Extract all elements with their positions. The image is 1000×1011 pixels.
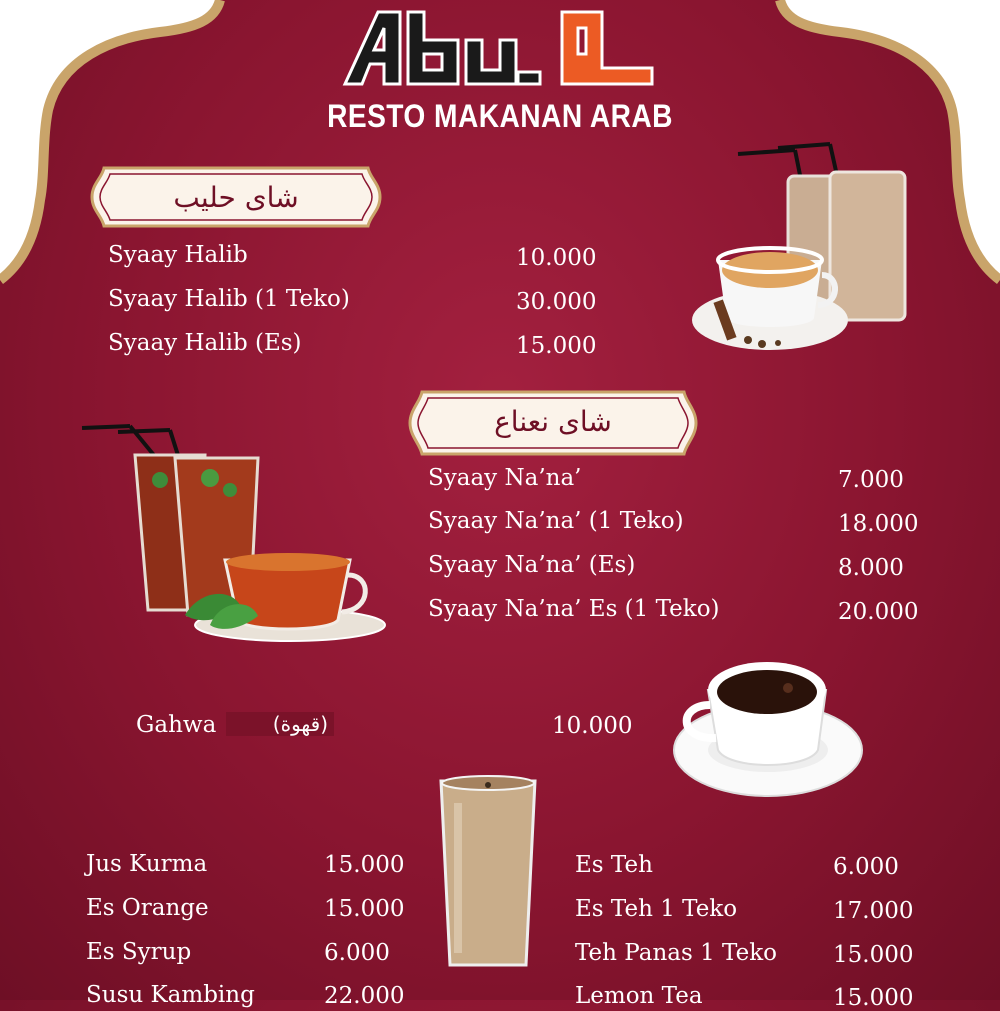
menu-item-name: Teh Panas 1 Teko	[575, 940, 777, 966]
menu-item-price: 17.000	[833, 898, 914, 924]
menu-item-name: Syaay Na’na’ Es (1 Teko)	[428, 596, 720, 622]
brand-subtitle: RESTO MAKANAN ARAB	[327, 98, 673, 134]
menu-item-price: 15.000	[833, 942, 914, 968]
menu-item-price: 15.000	[324, 852, 405, 878]
section-title-ar: شاى نعناع	[494, 404, 612, 438]
date-juice-photo	[438, 773, 538, 973]
menu-item-name: Syaay Na’na’	[428, 465, 582, 491]
menu-item-name: Es Teh 1 Teko	[575, 896, 738, 922]
menu-item-price: 15.000	[324, 896, 405, 922]
section-banner-milk-tea	[90, 166, 382, 228]
menu-item-price: 8.000	[838, 555, 904, 581]
menu-item-name: Syaay Halib (Es)	[108, 330, 302, 356]
menu-item-name: Es Syrup	[86, 939, 192, 965]
menu-item-name: Susu Kambing	[86, 982, 255, 1008]
menu-item-name: Syaay Na’na’ (1 Teko)	[428, 508, 684, 534]
menu-item-name: Es Orange	[86, 895, 209, 921]
gahwa-name: Gahwa	[136, 712, 217, 738]
menu-item-price: 22.000	[324, 983, 405, 1009]
menu-item-price: 15.000	[516, 333, 597, 359]
menu-item-name: Lemon Tea	[575, 983, 703, 1009]
menu-item-price: 15.000	[833, 985, 914, 1011]
menu-item-price: 10.000	[516, 245, 597, 271]
brand-logo	[340, 2, 660, 88]
menu-item-name: Es Teh	[575, 852, 653, 878]
section-title-ar: شاى حليب	[173, 180, 299, 214]
menu-item-price: 7.000	[838, 467, 904, 493]
menu-item-price: 20.000	[838, 599, 919, 625]
menu-item-price: 6.000	[833, 854, 899, 880]
mint-tea-photo	[80, 420, 390, 645]
menu-item-name: Syaay Halib (1 Teko)	[108, 286, 350, 312]
gahwa-name-ar: (قهوة)	[226, 712, 334, 736]
menu-item-name: Syaay Na’na’ (Es)	[428, 552, 636, 578]
menu-item-price: 18.000	[838, 511, 919, 537]
coffee-cup-photo	[668, 650, 868, 800]
menu-item-name: Syaay Halib	[108, 242, 248, 268]
menu-item-price: 6.000	[324, 940, 390, 966]
menu-item-price: 30.000	[516, 289, 597, 315]
section-banner-mint-tea	[408, 390, 698, 452]
menu-item-name: Jus Kurma	[86, 851, 208, 877]
milk-tea-photo	[690, 140, 910, 365]
gahwa-price: 10.000	[552, 713, 633, 739]
